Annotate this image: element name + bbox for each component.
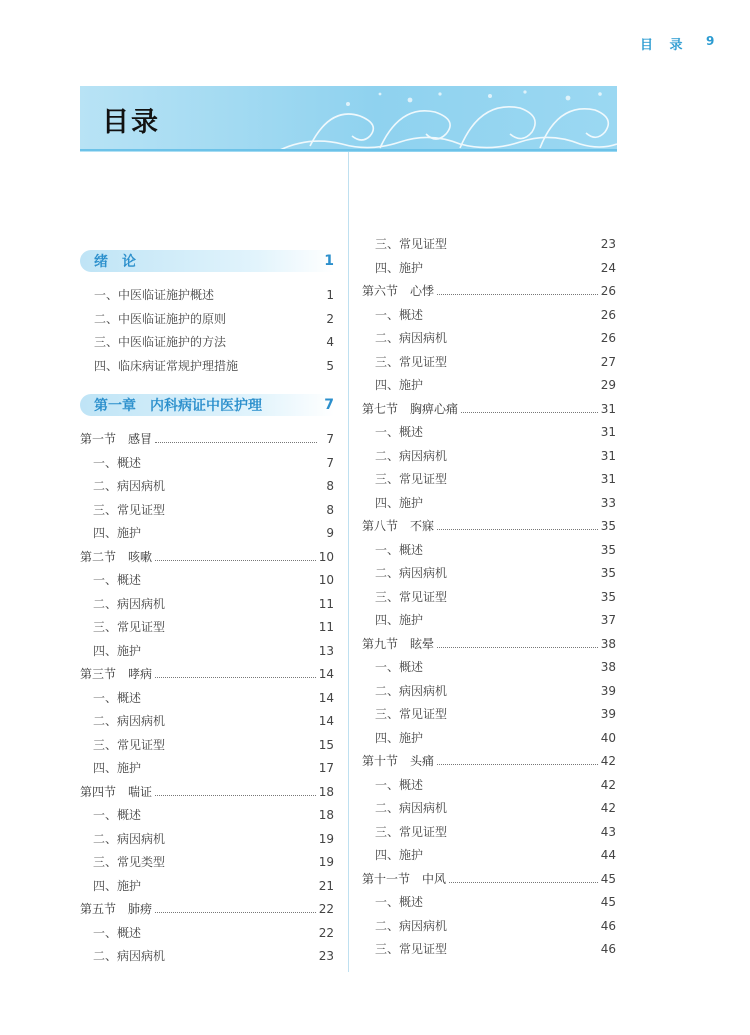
toc-entry[interactable] <box>80 618 334 642</box>
toc-right-column <box>362 235 616 964</box>
toc-entry[interactable] <box>80 759 334 783</box>
entry-label: 三、常见证型 <box>93 620 166 634</box>
entry-label: 第二节 咳嗽 <box>80 549 153 564</box>
entry-label: 四、施护 <box>375 730 424 745</box>
chapter-heading-intro[interactable] <box>80 250 334 272</box>
toc-entry[interactable] <box>80 333 334 357</box>
chapter-title: 第一章 内科病证中医护理 <box>94 398 262 414</box>
dot-leader <box>155 441 317 443</box>
entry-page: 22 <box>318 925 334 940</box>
entry-label: 三、常见证型 <box>375 707 448 721</box>
entry-label: 一、概述 <box>375 542 424 557</box>
entry-page: 27 <box>600 354 616 369</box>
entry-label: 第六节 心悸 <box>362 284 435 298</box>
toc-section-entry[interactable] <box>80 665 334 689</box>
entry-label: 第一节 感冒 <box>80 432 153 446</box>
entry-label: 四、施护 <box>93 878 142 893</box>
entry-page: 24 <box>600 260 616 275</box>
entry-label: 三、常见类型 <box>93 855 166 869</box>
toc-entry[interactable] <box>80 501 334 525</box>
entry-label: 二、病因病机 <box>93 714 166 728</box>
toc-entry[interactable] <box>80 924 334 948</box>
toc-entry[interactable] <box>80 736 334 760</box>
entry-page: 10 <box>318 573 334 587</box>
dot-leader <box>437 646 598 648</box>
left-entries <box>80 430 334 971</box>
entry-label: 一、概述 <box>93 573 142 587</box>
wave-pattern <box>80 86 617 152</box>
toc-left-column <box>80 250 334 971</box>
entry-page: 35 <box>600 519 616 533</box>
toc-section-entry[interactable] <box>80 900 334 924</box>
entry-label: 四、施护 <box>93 526 142 540</box>
chapter-title: 绪 论 <box>94 254 136 270</box>
entry-page: 5 <box>326 358 334 373</box>
entry-label: 第四节 喘证 <box>80 784 153 799</box>
toc-entry[interactable] <box>362 447 616 471</box>
entry-label: 第三节 哮病 <box>80 667 153 681</box>
entry-page: 45 <box>600 895 616 909</box>
entry-label: 第八节 不寐 <box>362 519 435 533</box>
toc-entry[interactable] <box>80 595 334 619</box>
entry-label: 一、概述 <box>375 660 424 674</box>
toc-entry[interactable] <box>362 705 616 729</box>
entry-label: 二、病因病机 <box>93 596 166 611</box>
entry-page: 10 <box>318 549 334 564</box>
entry-page: 46 <box>600 918 616 933</box>
running-head-title: 目 录 <box>640 38 689 53</box>
toc-entry[interactable] <box>362 259 616 283</box>
entry-label: 三、常见证型 <box>93 502 166 517</box>
entry-label: 一、概述 <box>93 690 142 705</box>
entry-label: 三、常见证型 <box>375 354 448 369</box>
entry-page: 33 <box>600 495 616 510</box>
entry-label: 四、施护 <box>375 495 424 510</box>
toc-entry[interactable] <box>362 423 616 447</box>
entry-label: 二、病因病机 <box>93 949 166 963</box>
entry-label: 四、施护 <box>375 613 424 627</box>
toc-entry[interactable] <box>362 541 616 565</box>
toc-entry[interactable] <box>362 564 616 588</box>
column-divider <box>348 152 349 972</box>
entry-page: 44 <box>600 848 616 862</box>
entry-page: 35 <box>600 542 616 557</box>
entry-page: 7 <box>326 455 334 470</box>
entry-page: 35 <box>600 566 616 580</box>
entry-label: 二、中医临证施护的原则 <box>94 311 227 326</box>
entry-page: 11 <box>318 620 334 634</box>
toc-entry[interactable] <box>362 776 616 800</box>
entry-page: 1 <box>326 288 334 302</box>
entry-label: 第七节 胸痹心痛 <box>362 401 459 416</box>
entry-label: 二、病因病机 <box>375 448 448 463</box>
entry-label: 三、常见证型 <box>375 237 448 251</box>
toc-section-entry[interactable] <box>362 870 616 894</box>
entry-page: 46 <box>600 942 616 956</box>
toc-entry[interactable] <box>362 470 616 494</box>
intro-list <box>80 286 334 380</box>
entry-page: 23 <box>318 949 334 963</box>
entry-label: 一、概述 <box>375 777 424 792</box>
entry-label: 一、中医临证施护概述 <box>94 288 215 302</box>
toc-entry[interactable] <box>362 658 616 682</box>
chapter-page: 7 <box>324 397 334 413</box>
entry-page: 29 <box>600 378 616 392</box>
entry-label: 二、病因病机 <box>93 831 166 846</box>
entry-page: 45 <box>600 871 616 886</box>
entry-label: 三、常见证型 <box>93 737 166 752</box>
toc-entry[interactable] <box>362 729 616 753</box>
toc-section-entry[interactable] <box>80 783 334 807</box>
entry-page: 39 <box>600 707 616 721</box>
entry-page: 38 <box>600 660 616 674</box>
entry-page: 13 <box>318 643 334 658</box>
toc-entry[interactable] <box>362 376 616 400</box>
toc-entry[interactable] <box>362 823 616 847</box>
right-entries <box>362 235 616 964</box>
toc-entry[interactable] <box>362 235 616 259</box>
toc-entry[interactable] <box>362 893 616 917</box>
entry-page: 8 <box>326 502 334 517</box>
entry-label: 二、病因病机 <box>375 566 448 580</box>
dot-leader <box>437 763 598 765</box>
toc-section-entry[interactable] <box>362 400 616 424</box>
entry-page: 31 <box>600 472 616 486</box>
entry-page: 23 <box>600 237 616 251</box>
dot-leader <box>461 411 598 413</box>
entry-page: 9 <box>326 526 334 540</box>
entry-page: 39 <box>600 683 616 698</box>
toc-section-entry[interactable] <box>362 282 616 306</box>
entry-page: 19 <box>318 855 334 869</box>
entry-label: 第十一节 中风 <box>362 871 447 886</box>
toc-section-entry[interactable] <box>80 548 334 572</box>
entry-page: 42 <box>600 754 616 768</box>
entry-page: 38 <box>600 636 616 651</box>
entry-label: 三、常见证型 <box>375 942 448 956</box>
entry-page: 31 <box>600 401 616 416</box>
dot-leader <box>437 293 598 295</box>
entry-page: 14 <box>318 714 334 728</box>
dot-leader <box>155 911 316 913</box>
toc-entry[interactable] <box>362 329 616 353</box>
entry-label: 四、施护 <box>93 643 142 658</box>
entry-page: 2 <box>326 311 334 326</box>
toc-entry[interactable] <box>362 588 616 612</box>
page-title: 目录 <box>102 107 160 138</box>
dot-leader <box>155 559 316 561</box>
dot-leader <box>155 794 316 796</box>
entry-page: 40 <box>600 730 616 745</box>
entry-page: 21 <box>318 878 334 893</box>
entry-label: 二、病因病机 <box>375 801 448 815</box>
page-number: 9 <box>706 34 715 48</box>
entry-label: 四、施护 <box>93 761 142 775</box>
toc-entry[interactable] <box>362 682 616 706</box>
entry-page: 26 <box>600 331 616 345</box>
entry-label: 一、概述 <box>93 455 142 470</box>
entry-page: 31 <box>600 425 616 439</box>
entry-label: 二、病因病机 <box>375 683 448 698</box>
toc-entry[interactable] <box>80 571 334 595</box>
toc-section-entry[interactable] <box>80 430 334 454</box>
toc-entry[interactable] <box>80 310 334 334</box>
toc-entry[interactable] <box>362 494 616 518</box>
toc-section-entry[interactable] <box>362 517 616 541</box>
toc-entry[interactable] <box>80 689 334 713</box>
entry-page: 26 <box>600 307 616 322</box>
entry-label: 一、概述 <box>375 307 424 322</box>
toc-entry[interactable] <box>80 947 334 971</box>
entry-label: 一、概述 <box>375 895 424 909</box>
entry-label: 三、常见证型 <box>375 472 448 486</box>
toc-entry[interactable] <box>80 642 334 666</box>
toc-section-entry[interactable] <box>362 752 616 776</box>
entry-label: 一、概述 <box>93 808 142 822</box>
entry-page: 15 <box>318 737 334 752</box>
entry-page: 8 <box>326 479 334 493</box>
entry-page: 7 <box>326 432 334 446</box>
entry-page: 42 <box>600 801 616 815</box>
dot-leader <box>449 881 598 883</box>
entry-page: 18 <box>318 808 334 822</box>
toc-entry[interactable] <box>80 286 334 310</box>
entry-label: 四、施护 <box>375 378 424 392</box>
toc-entry[interactable] <box>362 353 616 377</box>
entry-page: 14 <box>318 690 334 705</box>
entry-page: 42 <box>600 777 616 792</box>
entry-page: 37 <box>600 613 616 627</box>
title-banner <box>80 86 617 152</box>
chapter-page: 1 <box>324 253 334 269</box>
toc-entry[interactable] <box>80 830 334 854</box>
entry-page: 22 <box>318 902 334 916</box>
toc-section-entry[interactable] <box>362 635 616 659</box>
dot-leader <box>155 676 316 678</box>
entry-label: 三、常见证型 <box>375 589 448 604</box>
entry-page: 35 <box>600 589 616 604</box>
toc-entry[interactable] <box>80 477 334 501</box>
entry-label: 第五节 肺痨 <box>80 902 153 916</box>
entry-page: 11 <box>318 596 334 611</box>
entry-label: 第十节 头痛 <box>362 754 435 768</box>
entry-label: 二、病因病机 <box>375 331 448 345</box>
toc-entry[interactable] <box>80 806 334 830</box>
toc-entry[interactable] <box>80 524 334 548</box>
entry-label: 二、病因病机 <box>93 479 166 493</box>
entry-page: 43 <box>600 824 616 839</box>
entry-label: 第九节 眩晕 <box>362 636 435 651</box>
entry-page: 19 <box>318 831 334 846</box>
toc-entry[interactable] <box>80 853 334 877</box>
entry-label: 一、概述 <box>375 425 424 439</box>
toc-entry[interactable] <box>80 712 334 736</box>
entry-label: 四、施护 <box>375 848 424 862</box>
entry-page: 18 <box>318 784 334 799</box>
toc-entry[interactable] <box>362 846 616 870</box>
entry-page: 17 <box>318 761 334 775</box>
toc-entry[interactable] <box>362 940 616 964</box>
entry-label: 一、概述 <box>93 925 142 940</box>
toc-entry[interactable] <box>362 611 616 635</box>
entry-label: 四、临床病证常规护理措施 <box>94 358 239 373</box>
toc-entry[interactable] <box>362 306 616 330</box>
chapter-heading-1[interactable] <box>80 394 334 416</box>
entry-page: 14 <box>318 667 334 681</box>
entry-label: 二、病因病机 <box>375 918 448 933</box>
toc-entry[interactable] <box>80 357 334 381</box>
toc-entry[interactable] <box>80 877 334 901</box>
toc-entry[interactable] <box>80 454 334 478</box>
toc-entry[interactable] <box>362 917 616 941</box>
entry-page: 4 <box>326 335 334 349</box>
entry-page: 31 <box>600 448 616 463</box>
entry-label: 三、常见证型 <box>375 824 448 839</box>
entry-page: 26 <box>600 284 616 298</box>
entry-label: 三、中医临证施护的方法 <box>94 335 227 349</box>
entry-label: 四、施护 <box>375 260 424 275</box>
dot-leader <box>437 528 598 530</box>
toc-entry[interactable] <box>362 799 616 823</box>
